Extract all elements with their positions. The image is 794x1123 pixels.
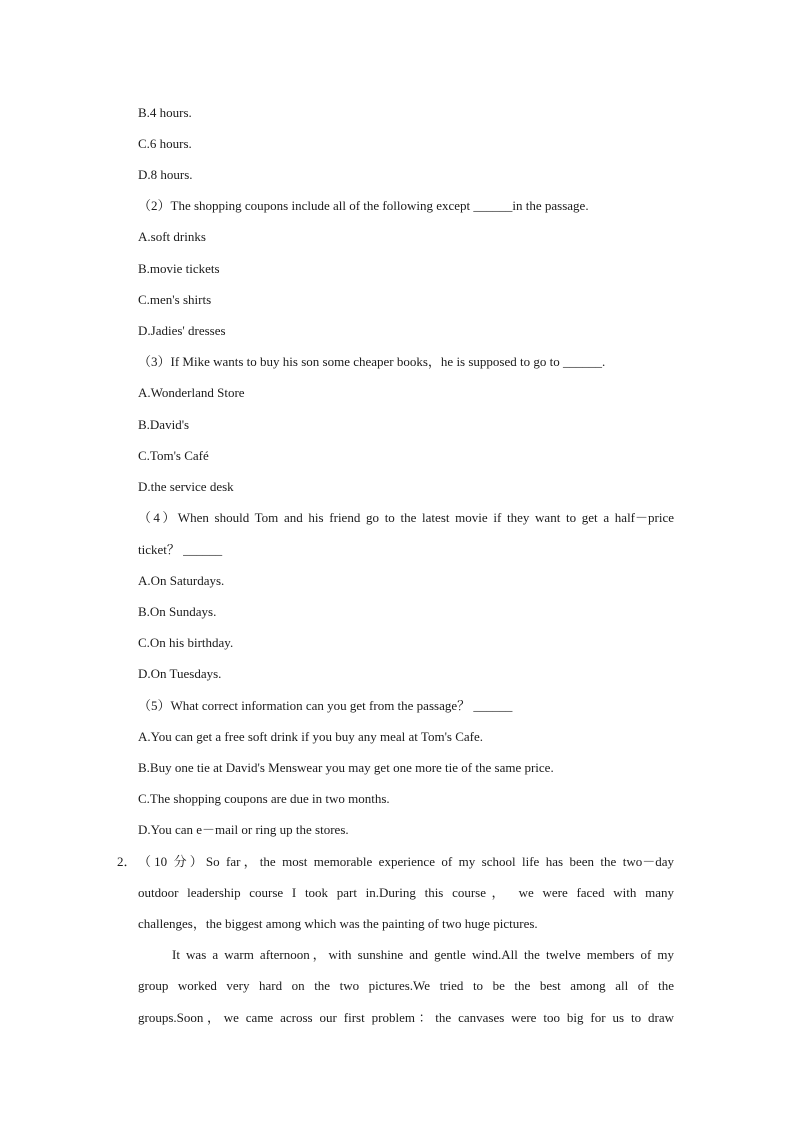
section-2-number: 2． [117, 854, 137, 869]
q2-option-c: C.men's shirts [138, 292, 212, 307]
q5-stem: （5）What correct information can you get from the passage？ ______ [138, 698, 513, 713]
q5-option-a: A.You can get a free soft drink if you buy any meal at Tom's Cafe. [138, 729, 484, 744]
q4-stem-line2: ticket？ ______ [138, 542, 223, 557]
q3-option-c: C.Tom's Café [138, 448, 209, 463]
q2-option-a: A.soft drinks [138, 229, 206, 244]
q3-option-b: B.David's [138, 417, 190, 432]
q3-option-a: A.Wonderland Store [138, 385, 245, 400]
section-2-para2-line2: group worked very hard on the two pictures.We tried to be the best among all of the [138, 978, 674, 993]
section-2-line3: challenges，the biggest among which was the painting of two huge pictures. [138, 916, 538, 931]
q1-option-d: D.8 hours. [138, 167, 193, 182]
q2-stem: （2）The shopping coupons include all of the following except ______in the passage. [138, 198, 589, 213]
section-2-line2: outdoor leadership course I took part in.During this course， we were faced with many [138, 885, 674, 900]
section-2-para2-line1: It was a warm afternoon，with sunshine and gentle wind.All the twelve members of my [172, 947, 674, 962]
q5-option-c: C.The shopping coupons are due in two months. [138, 791, 390, 806]
q4-option-a: A.On Saturdays. [138, 573, 225, 588]
q4-option-b: B.On Sundays. [138, 604, 217, 619]
q3-option-d: D.the service desk [138, 479, 234, 494]
section-2-para2-line3: groups.Soon，we came across our first problem：the canvases were too big for us to draw [138, 1010, 674, 1025]
q1-option-c: C.6 hours. [138, 136, 192, 151]
q1-option-b: B.4 hours. [138, 105, 192, 120]
q4-stem-line1: （4）When should Tom and his friend go to the latest movie if they want to get a half－price [138, 510, 674, 525]
q3-stem: （3）If Mike wants to buy his son some cheaper books，he is supposed to go to ______. [138, 354, 606, 369]
q4-option-c: C.On his birthday. [138, 635, 234, 650]
q2-option-d: D.Jadies' dresses [138, 323, 226, 338]
q2-option-b: B.movie tickets [138, 261, 220, 276]
q4-option-d: D.On Tuesdays. [138, 666, 222, 681]
section-2-line1: （10 分）So far，the most memorable experience of my school life has been the two－day [138, 854, 674, 869]
q5-option-b: B.Buy one tie at David's Menswear you may get one more tie of the same price. [138, 760, 554, 775]
q5-option-d: D.You can e－mail or ring up the stores. [138, 822, 349, 837]
